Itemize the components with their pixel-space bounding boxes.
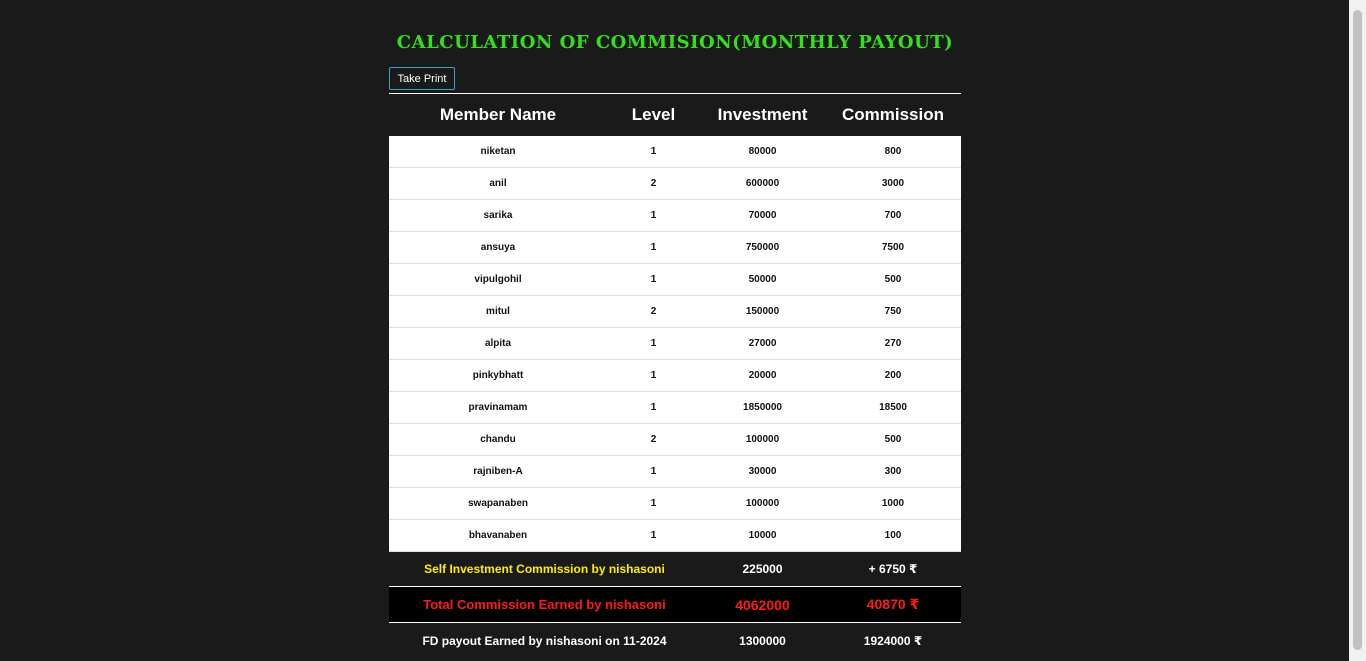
fd-investment-amount: 1300000 [739,633,786,648]
table-row [389,392,961,424]
level-cell: 1 [607,328,700,360]
self-investment-commission: + 6750 ₹ [825,552,961,587]
level-cell: 1 [607,264,700,296]
investment-cell: 100000 [700,424,825,456]
investment-cell: 20000 [700,360,825,392]
fd-payout-label: FD payout Earned by nishasoni on 11-2024 [422,633,667,648]
member-name-cell: bhavanaben [389,520,607,552]
table-row [389,424,961,456]
total-investment-amount: 4062000 [700,587,825,623]
table-header [389,94,961,136]
member-name-cell: sarika [389,200,607,232]
level-cell: 1 [607,200,700,232]
table-row [389,200,961,232]
member-name-cell: chandu [389,424,607,456]
commission-cell: 100 [825,520,961,552]
commission-cell: 270 [825,328,961,360]
commission-cell: 18500 [825,392,961,424]
member-name-cell: anil [389,168,607,200]
investment-cell: 30000 [700,456,825,488]
commission-cell: 300 [825,456,961,488]
level-cell: 2 [607,168,700,200]
investment-cell: 80000 [700,136,825,168]
level-cell: 1 [607,360,700,392]
member-name-cell: alpita [389,328,607,360]
level-cell: 2 [607,424,700,456]
vertical-scrollbar[interactable] [1349,0,1366,661]
commission-cell: 700 [825,200,961,232]
commission-cell: 3000 [825,168,961,200]
total-commission-amount: 40870 ₹ [825,587,961,623]
level-cell: 1 [607,488,700,520]
summary-section [389,552,961,659]
member-name-cell: mitul [389,296,607,328]
table-row [389,520,961,552]
investment-cell: 50000 [700,264,825,296]
header-investment: Investment [700,94,825,136]
investment-cell: 1850000 [700,392,825,424]
commission-cell: 750 [825,296,961,328]
fd-payout-amount: 1924000 ₹ [863,633,923,648]
self-investment-amount: 225000 [700,552,825,587]
header-member-name: Member Name [389,94,607,136]
level-cell: 1 [607,136,700,168]
header-level: Level [607,94,700,136]
fd-payout-row [389,623,961,659]
commission-cell: 1000 [825,488,961,520]
take-print-button[interactable]: Take Print [389,67,455,90]
table-row [389,296,961,328]
table-row [389,328,961,360]
commission-cell: 500 [825,264,961,296]
self-investment-label: Self Investment Commission by nishasoni [389,552,700,587]
member-name-cell: niketan [389,136,607,168]
commission-cell: 500 [825,424,961,456]
member-name-cell: ansuya [389,232,607,264]
table-body [389,136,961,552]
investment-cell: 750000 [700,232,825,264]
commission-cell: 7500 [825,232,961,264]
total-commission-row [389,587,961,623]
table-row [389,168,961,200]
level-cell: 1 [607,392,700,424]
investment-cell: 100000 [700,488,825,520]
level-cell: 2 [607,296,700,328]
commission-cell: 200 [825,360,961,392]
total-commission-label: Total Commission Earned by nishasoni [389,587,700,623]
investment-cell: 27000 [700,328,825,360]
table-row [389,136,961,168]
commission-cell: 800 [825,136,961,168]
investment-cell: 600000 [700,168,825,200]
level-cell: 1 [607,456,700,488]
page-title: CALCULATION OF COMMISION(MONTHLY PAYOUT) [396,32,954,53]
investment-cell: 10000 [700,520,825,552]
investment-cell: 70000 [700,200,825,232]
table-row [389,264,961,296]
scrollbar-thumb[interactable] [1353,10,1362,650]
self-investment-row [389,552,961,587]
header-commission: Commission [825,94,961,136]
commission-table [389,93,961,659]
table-row [389,488,961,520]
table-row [389,232,961,264]
level-cell: 1 [607,520,700,552]
table-row [389,360,961,392]
member-name-cell: vipulgohil [389,264,607,296]
investment-cell: 150000 [700,296,825,328]
member-name-cell: swapanaben [389,488,607,520]
member-name-cell: rajniben-A [389,456,607,488]
commission-table-container [389,93,961,659]
member-name-cell: pravinamam [389,392,607,424]
level-cell: 1 [607,232,700,264]
member-name-cell: pinkybhatt [389,360,607,392]
table-row [389,456,961,488]
